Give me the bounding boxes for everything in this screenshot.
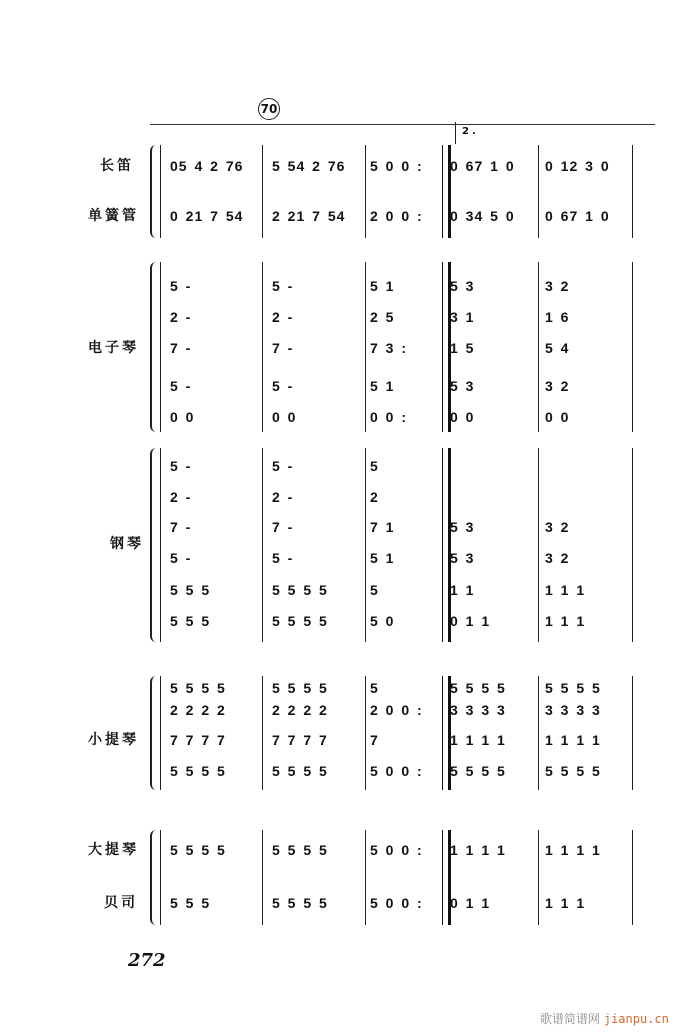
measure: 3 3 3 3 <box>545 702 601 718</box>
measure: 5 3 <box>450 278 475 294</box>
staff-label: 贝司 <box>104 895 138 911</box>
measure: 5 5 5 5 <box>450 763 506 779</box>
staff-label: 长笛 <box>100 158 134 174</box>
barline <box>632 448 633 642</box>
measure: 05 4 2 76 <box>170 158 244 174</box>
measure: 0 12 3 0 <box>545 158 610 174</box>
measure: 5 5 5 5 <box>545 680 601 696</box>
measure: 2 5 <box>370 309 395 325</box>
measure: 3 2 <box>545 378 570 394</box>
measure: 7 - <box>272 340 294 356</box>
barline <box>262 830 263 925</box>
barline <box>538 448 539 642</box>
barline <box>262 145 263 238</box>
measure: 0 0 <box>450 409 475 425</box>
measure: 2 - <box>170 489 192 505</box>
repeat-barline <box>442 448 451 642</box>
measure: 5 5 5 5 <box>170 680 226 696</box>
top-rule <box>150 124 655 125</box>
measure: 5 5 5 5 <box>272 680 328 696</box>
measure: 7 1 <box>370 519 395 535</box>
measure: 0 21 7 54 <box>170 208 244 224</box>
system-line <box>160 145 161 238</box>
measure: 5 5 5 5 <box>272 763 328 779</box>
measure: 0 67 1 0 <box>450 158 515 174</box>
measure: 0 1 1 <box>450 895 491 911</box>
staff-brace <box>150 448 158 642</box>
measure: 5 0 0 : <box>370 158 423 174</box>
measure: 5 5 5 5 <box>450 680 506 696</box>
measure: 0 0 : <box>370 409 408 425</box>
watermark-latin: jianpu.cn <box>603 1012 669 1026</box>
barline <box>632 676 633 790</box>
measure: 5 5 5 5 <box>545 763 601 779</box>
measure: 5 3 <box>450 550 475 566</box>
system-line <box>160 262 161 432</box>
measure: 5 0 0 : <box>370 842 423 858</box>
measure: 1 5 <box>450 340 475 356</box>
measure: 5 0 0 : <box>370 895 423 911</box>
measure: 2 2 2 2 <box>272 702 328 718</box>
measure: 1 1 1 1 <box>450 732 506 748</box>
barline <box>262 262 263 432</box>
barline <box>632 145 633 238</box>
measure: 7 3 : <box>370 340 408 356</box>
barline <box>262 448 263 642</box>
staff-label: 单簧管 <box>88 208 139 224</box>
measure: 3 3 3 3 <box>450 702 506 718</box>
barline <box>538 145 539 238</box>
staff-brace <box>150 676 158 790</box>
measure: 5 - <box>170 550 192 566</box>
measure: 3 2 <box>545 550 570 566</box>
measure: 1 1 1 <box>545 582 586 598</box>
measure: 0 1 1 <box>450 613 491 629</box>
measure: 2 0 0 : <box>370 702 423 718</box>
measure: 5 5 5 <box>170 582 211 598</box>
measure: 5 5 5 5 <box>272 582 328 598</box>
measure: 5 5 5 <box>170 895 211 911</box>
system-line <box>160 448 161 642</box>
staff-label: 小提琴 <box>88 732 139 748</box>
barline <box>632 830 633 925</box>
measure: 5 1 <box>370 378 395 394</box>
measure: 5 4 <box>545 340 570 356</box>
measure: 5 <box>370 582 379 598</box>
measure: 5 5 5 5 <box>272 613 328 629</box>
measure: 5 - <box>170 278 192 294</box>
barline <box>538 676 539 790</box>
staff-label: 电子琴 <box>88 340 139 356</box>
measure: 5 3 <box>450 519 475 535</box>
watermark-cn: 歌谱简谱网 <box>540 1012 601 1026</box>
measure: 1 1 1 <box>545 895 586 911</box>
barline <box>365 676 366 790</box>
measure: 5 - <box>170 378 192 394</box>
measure: 2 0 0 : <box>370 208 423 224</box>
measure: 5 1 <box>370 278 395 294</box>
measure: 7 - <box>170 340 192 356</box>
barline <box>538 830 539 925</box>
measure: 7 7 7 7 <box>170 732 226 748</box>
measure: 3 2 <box>545 278 570 294</box>
system-line <box>160 830 161 925</box>
measure: 5 3 <box>450 378 475 394</box>
measure: 7 <box>370 732 379 748</box>
measure: 7 - <box>272 519 294 535</box>
measure: 3 1 <box>450 309 475 325</box>
measure: 0 67 1 0 <box>545 208 610 224</box>
volta-bracket <box>455 122 456 144</box>
measure: 5 5 5 5 <box>170 763 226 779</box>
measure: 5 - <box>272 550 294 566</box>
repeat-barline <box>442 676 451 790</box>
measure: 5 54 2 76 <box>272 158 346 174</box>
measure: 3 2 <box>545 519 570 535</box>
measure: 1 1 <box>450 582 475 598</box>
measure: 1 6 <box>545 309 570 325</box>
measure: 2 - <box>272 489 294 505</box>
measure: 5 - <box>272 378 294 394</box>
measure: 5 5 5 5 <box>272 895 328 911</box>
measure: 5 5 5 <box>170 613 211 629</box>
staff-brace <box>150 262 158 432</box>
measure: 0 0 <box>545 409 570 425</box>
measure: 0 0 <box>170 409 195 425</box>
repeat-barline <box>442 830 451 925</box>
measure: 1 1 1 <box>545 613 586 629</box>
measure: 7 - <box>170 519 192 535</box>
measure: 1 1 1 1 <box>450 842 506 858</box>
measure: 2 - <box>170 309 192 325</box>
system-line <box>160 676 161 790</box>
measure: 5 - <box>272 278 294 294</box>
staff-label: 大提琴 <box>88 842 139 858</box>
volta-label: 2. <box>462 126 479 137</box>
staff-brace <box>150 830 158 925</box>
barline <box>365 448 366 642</box>
measure: 2 21 7 54 <box>272 208 346 224</box>
measure: 5 5 5 5 <box>170 842 226 858</box>
measure: 2 - <box>272 309 294 325</box>
measure: 5 5 5 5 <box>272 842 328 858</box>
barline <box>365 262 366 432</box>
measure: 5 <box>370 680 379 696</box>
measure: 2 <box>370 489 379 505</box>
measure: 5 0 <box>370 613 395 629</box>
barline <box>365 830 366 925</box>
measure: 5 0 0 : <box>370 763 423 779</box>
page-number: 272 <box>128 950 166 971</box>
barline <box>632 262 633 432</box>
watermark <box>540 1010 669 1027</box>
measure: 2 2 2 2 <box>170 702 226 718</box>
measure: 5 1 <box>370 550 395 566</box>
measure: 0 0 <box>272 409 297 425</box>
repeat-barline <box>442 145 451 238</box>
barline <box>365 145 366 238</box>
barline <box>538 262 539 432</box>
measure: 0 34 5 0 <box>450 208 515 224</box>
measure: 5 - <box>272 458 294 474</box>
barline <box>262 676 263 790</box>
measure: 7 7 7 7 <box>272 732 328 748</box>
measure: 1 1 1 1 <box>545 842 601 858</box>
staff-brace <box>150 145 158 238</box>
staff-label: 钢琴 <box>110 536 144 552</box>
rehearsal-mark: 70 <box>258 98 280 120</box>
measure: 1 1 1 1 <box>545 732 601 748</box>
measure: 5 <box>370 458 379 474</box>
measure: 5 - <box>170 458 192 474</box>
repeat-barline <box>442 262 451 432</box>
